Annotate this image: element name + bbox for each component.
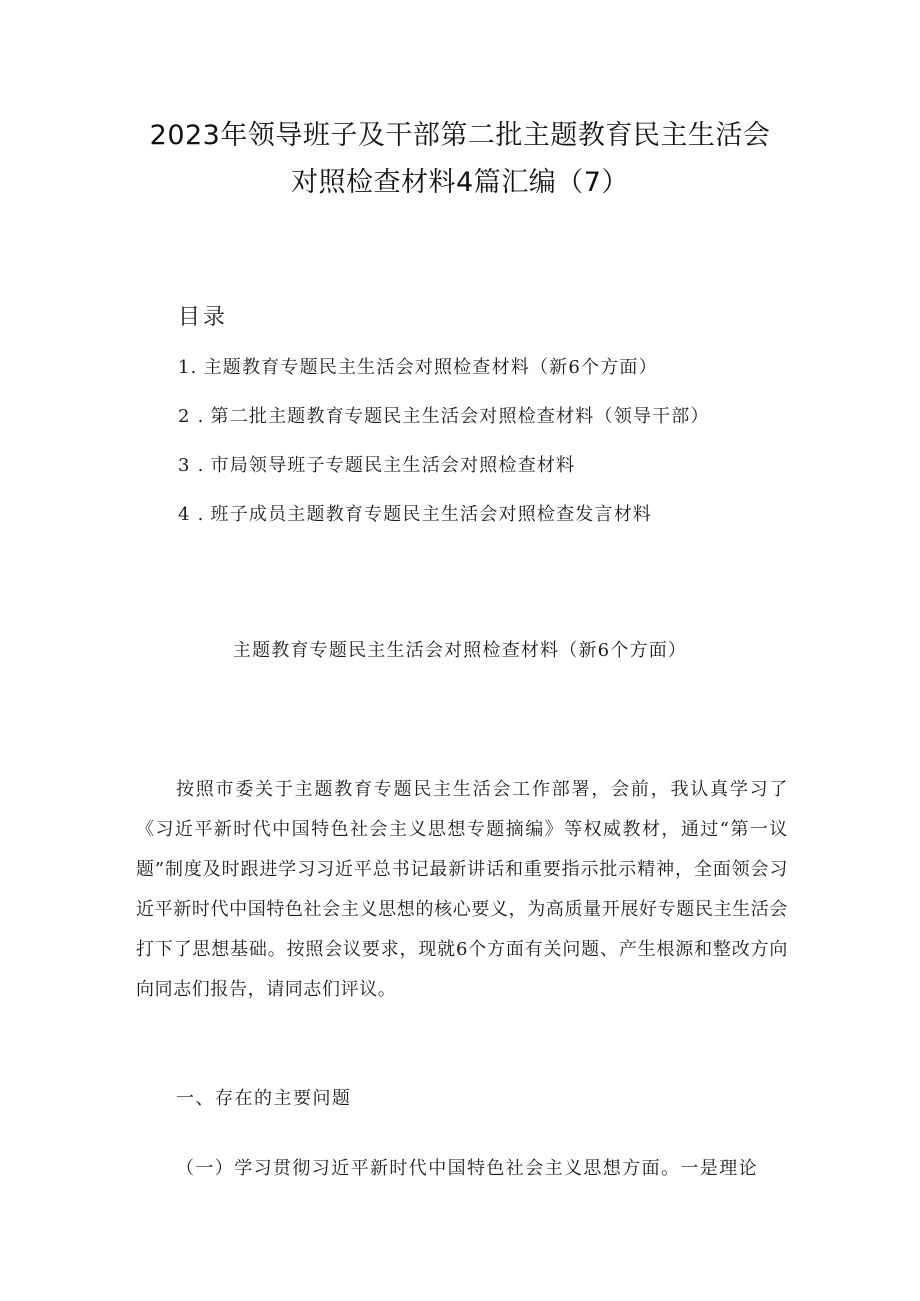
document-title-line-1: 2023年领导班子及干部第二批主题教育民主生活会 [149,120,771,151]
section-heading: 一、存在的主要问题 [176,1088,352,1109]
document-title-line-2: 对照检查材料4篇汇编（7） [291,167,629,198]
toc-heading: 目录 [178,305,229,330]
toc-item-number: 2 . [178,406,205,427]
toc-item [178,500,652,526]
body-paragraph: （一）学习贯彻习近平新时代中国特色社会主义思想方面。一是理论 [176,1158,758,1179]
toc-item-number: 4 . [178,504,205,525]
section-title: 主题教育专题民主生活会对照检查材料（新6个方面） [232,640,688,661]
toc-item-number: 1. [178,357,198,378]
toc-item-number: 3 . [178,455,205,476]
toc-item [178,402,710,428]
toc-item-text: 班子成员主题教育专题民主生活会对照检查发言材料 [210,504,653,525]
toc-item [178,353,658,379]
intro-paragraph: 按照市委关于主题教育专题民主生活会工作部署，会前，我认真学习了《习近平新时代中国特色社会主义思想专题摘编》等权威教材，通过“第一议题”制度及时跟进学习习近平总书记最新讲话和重要指示批示精神，全面领会习近平新时代中国特色社会主义思想的核心要义，为高质量开展好专题民主生活会打下了思想基础。按照会议要求，现就6个方面有关问题、产生根源和整改方向向同志们报告，请同志们评议。 [136,779,788,1000]
toc-item [178,451,575,477]
toc-item-text: 第二批主题教育专题民主生活会对照检查材料（领导干部） [210,406,710,427]
toc-item-text: 市局领导班子专题民主生活会对照检查材料 [210,455,576,476]
toc-item-text: 主题教育专题民主生活会对照检查材料（新6个方面） [203,357,658,378]
